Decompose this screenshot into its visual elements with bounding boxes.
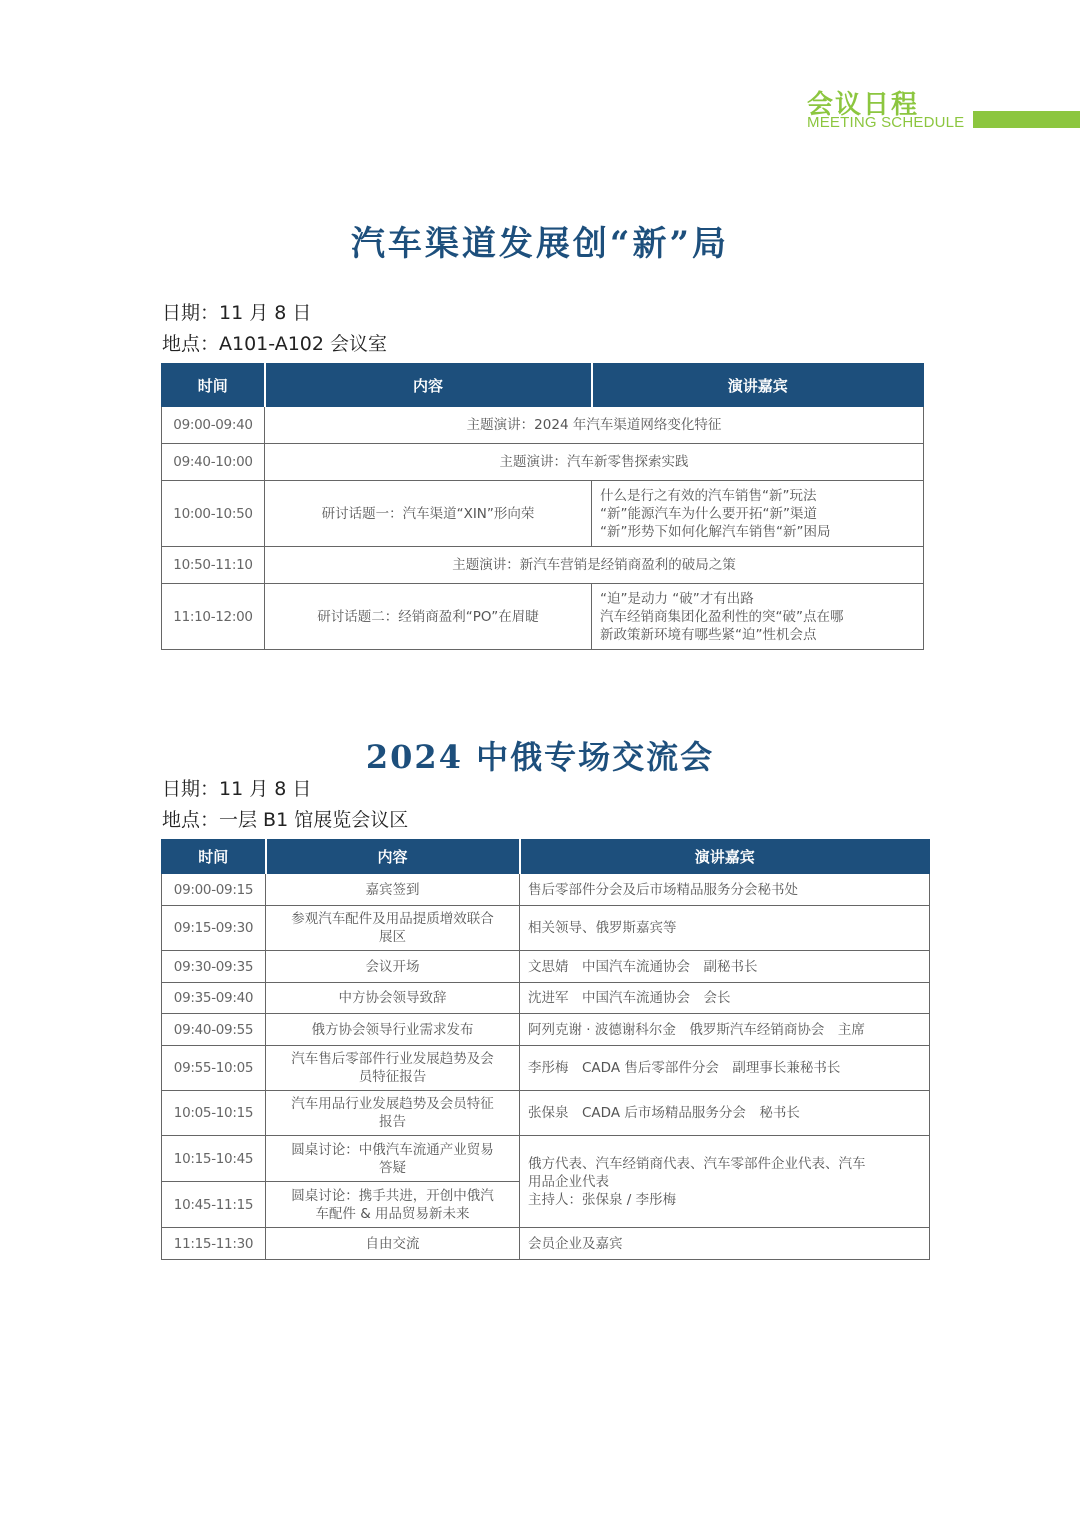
session1-schedule-table [161,363,924,650]
session2-title: 2024 中俄专场交流会 [365,738,715,776]
column-header-content: 内容 [266,840,520,874]
content-cell [266,1046,520,1091]
content-cell: 研讨话题一：汽车渠道“XIN”形向荣 [265,481,592,547]
content-cell: 主题演讲：新汽车营销是经销商盈利的破局之策 [265,547,924,584]
time-cell: 10:15-10:45 [162,1136,266,1182]
time-cell: 10:45-11:15 [162,1182,266,1228]
content-cell: 会议开场 [266,951,520,983]
speaker-cell [592,584,924,650]
table-row [162,1046,930,1091]
content-line: 参观汽车配件及用品提质增效联合 [291,911,494,927]
table-row [162,481,924,547]
time-cell: 11:15-11:30 [162,1228,266,1260]
content-line: 圆桌讨论：中俄汽车流通产业贸易 [291,1141,494,1158]
table-row [162,1091,930,1136]
table-row [162,444,924,481]
content-line: 答疑 [379,1159,406,1176]
session1-location: 地点：A101-A102 会议室 [162,333,388,355]
content-cell: 研讨话题二：经销商盈利“PO”在眉睫 [265,584,592,650]
content-cell [266,906,520,951]
speaker-line: 新政策新环境有哪些紧“迫”性机会点 [600,626,817,643]
time-cell: 09:00-09:15 [162,874,266,906]
speaker-cell: 会员企业及嘉宾 [520,1228,930,1260]
time-cell: 09:40-09:55 [162,1014,266,1046]
content-cell: 嘉宾签到 [266,874,520,906]
section-header-subtitle: MEETING SCHEDULE [807,114,965,131]
header-accent-bar [973,111,1080,128]
speaker-cell: 文思婧 中国汽车流通协会 副秘书长 [520,951,930,983]
column-header-time: 时间 [162,840,266,874]
time-cell: 11:10-12:00 [162,584,265,650]
time-cell: 10:05-10:15 [162,1091,266,1136]
content-line: 汽车用品行业发展趋势及会员特征 [291,1096,494,1112]
content-cell [266,1136,520,1182]
table-header-row [162,364,924,407]
speaker-line: “新”形势下如何化解汽车销售“新”困局 [600,523,831,540]
session2-date: 日期：11 月 8 日 [162,778,312,800]
speaker-cell: 沈进军 中国汽车流通协会 会长 [520,983,930,1014]
content-line: 展区 [379,929,406,945]
time-cell: 10:00-10:50 [162,481,265,547]
table-row [162,874,930,906]
time-cell: 09:40-10:00 [162,444,265,481]
time-cell: 09:55-10:05 [162,1046,266,1091]
time-cell: 10:50-11:10 [162,547,265,584]
content-cell: 自由交流 [266,1228,520,1260]
speaker-cell: 张保泉 CADA 后市场精品服务分会 秘书长 [520,1091,930,1136]
table-row [162,547,924,584]
time-cell: 09:15-09:30 [162,906,266,951]
table-row [162,906,930,951]
speaker-cell: 阿列克谢 · 波德谢科尔金 俄罗斯汽车经销商协会 主席 [520,1014,930,1046]
time-cell: 09:30-09:35 [162,951,266,983]
content-line: 员特征报告 [358,1069,427,1085]
table-row [162,1014,930,1046]
content-cell: 主题演讲：2024 年汽车渠道网络变化特征 [265,407,924,444]
speaker-line: “迫”是动力 “破”才有出路 [600,590,754,607]
content-line: 车配件 & 用品贸易新未来 [315,1205,470,1222]
content-line: 汽车售后零部件行业发展趋势及会 [291,1051,494,1067]
table-row [162,951,930,983]
content-cell: 主题演讲：汽车新零售探索实践 [265,444,924,481]
content-cell: 中方协会领导致辞 [266,983,520,1014]
table-row [162,983,930,1014]
column-header-speaker: 演讲嘉宾 [592,364,924,407]
table-header-row [162,840,930,874]
table-row [162,584,924,650]
speaker-line: 俄方代表、汽车经销商代表、汽车零部件企业代表、汽车 [528,1155,866,1172]
content-cell: 俄方协会领导行业需求发布 [266,1014,520,1046]
session2-location: 地点：一层 B1 馆展览会议区 [162,809,409,831]
column-header-time: 时间 [162,364,265,407]
speaker-cell [520,1136,930,1228]
table-row [162,407,924,444]
column-header-speaker: 演讲嘉宾 [520,840,930,874]
session2-schedule-table [161,839,930,1260]
table-row [162,1136,930,1182]
speaker-cell [592,481,924,547]
section-header-title: 会议日程 [807,90,920,120]
session1-date: 日期：11 月 8 日 [162,302,312,324]
speaker-line: 汽车经销商集团化盈利性的突“破”点在哪 [600,608,844,625]
speaker-line: “新”能源汽车为什么要开拓“新”渠道 [600,505,817,522]
speaker-line: 主持人：张保泉 / 李彤梅 [528,1191,677,1208]
table-row [162,1228,930,1260]
speaker-cell: 相关领导、俄罗斯嘉宾等 [520,906,930,951]
time-cell: 09:35-09:40 [162,983,266,1014]
speaker-cell: 售后零部件分会及后市场精品服务分会秘书处 [520,874,930,906]
time-cell: 09:00-09:40 [162,407,265,444]
content-line: 圆桌讨论：携手共进，开创中俄汽 [291,1187,494,1204]
session1-title: 汽车渠道发展创“新”局 [350,224,730,264]
content-cell [266,1182,520,1228]
column-header-content: 内容 [265,364,592,407]
content-line: 报告 [379,1114,406,1130]
speaker-line: 什么是行之有效的汽车销售“新”玩法 [600,487,817,504]
content-cell [266,1091,520,1136]
speaker-line: 用品企业代表 [528,1173,609,1190]
speaker-cell: 李彤梅 CADA 售后零部件分会 副理事长兼秘书长 [520,1046,930,1091]
